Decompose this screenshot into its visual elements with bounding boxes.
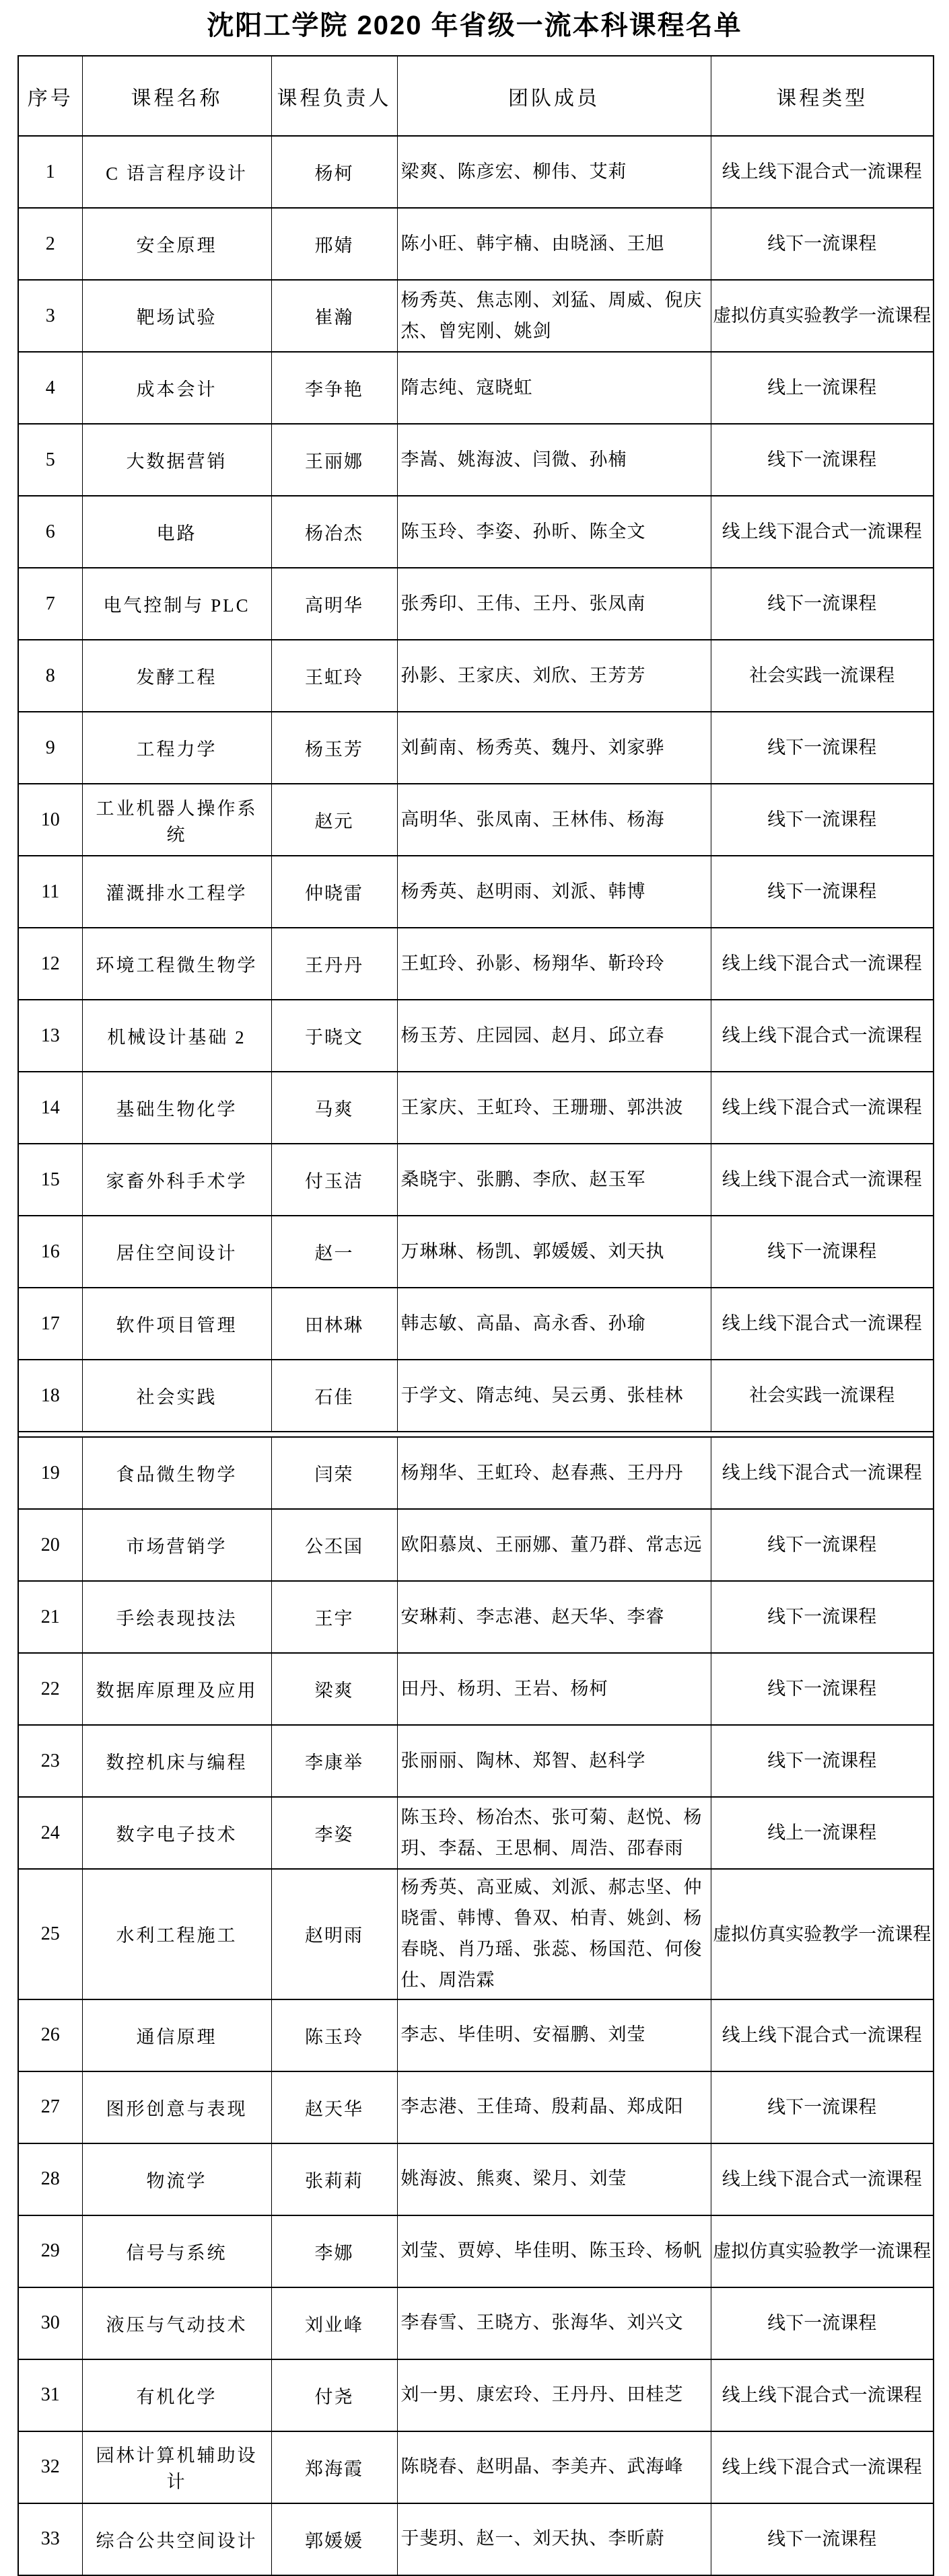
cell-course-type: 虚拟仿真实验教学一流课程 <box>711 280 934 352</box>
cell-serial-number: 8 <box>18 640 82 712</box>
cell-course-leader: 李姿 <box>271 1797 397 1869</box>
cell-team-members: 李嵩、姚海波、闫微、孙楠 <box>397 424 711 496</box>
cell-team-members: 隋志纯、寇晓虹 <box>397 352 711 424</box>
cell-serial-number: 13 <box>18 1000 82 1072</box>
table-row <box>18 1797 934 1869</box>
table-row <box>18 1581 934 1653</box>
cell-course-type: 线下一流课程 <box>711 784 934 856</box>
table-row <box>18 2071 934 2143</box>
cell-serial-number: 15 <box>18 1144 82 1216</box>
cell-course-type: 线上线下混合式一流课程 <box>711 1288 934 1360</box>
cell-team-members: 杨秀英、高亚威、刘派、郝志坚、仲晓雷、韩博、鲁双、柏青、姚剑、杨春晓、肖乃瑶、张蕊、杨国范、何俊仕、周浩霖 <box>397 1869 711 1999</box>
cell-course-leader: 田林琳 <box>271 1288 397 1360</box>
cell-serial-number: 16 <box>18 1216 82 1288</box>
table-row <box>18 1437 934 1509</box>
cell-course-type: 线下一流课程 <box>711 2071 934 2143</box>
cell-course-name: 基础生物化学 <box>82 1072 271 1144</box>
cell-serial-number: 3 <box>18 280 82 352</box>
cell-team-members: 张秀印、王伟、王丹、张凤南 <box>397 568 711 640</box>
cell-course-type: 线下一流课程 <box>711 1653 934 1725</box>
cell-course-leader: 马爽 <box>271 1072 397 1144</box>
cell-course-type: 线下一流课程 <box>711 712 934 784</box>
column-header-leader: 课程负责人 <box>271 56 397 136</box>
cell-team-members: 田丹、杨玥、王岩、杨柯 <box>397 1653 711 1725</box>
table-row <box>18 2215 934 2287</box>
cell-course-type: 线下一流课程 <box>711 1725 934 1797</box>
cell-team-members: 万琳琳、杨凯、郭媛媛、刘天执 <box>397 1216 711 1288</box>
cell-course-type: 线下一流课程 <box>711 2503 934 2575</box>
cell-team-members: 刘莹、贾婷、毕佳明、陈玉玲、杨帆 <box>397 2215 711 2287</box>
cell-team-members: 韩志敏、高晶、高永香、孙瑜 <box>397 1288 711 1360</box>
cell-serial-number: 2 <box>18 208 82 280</box>
cell-team-members: 王家庆、王虹玲、王珊珊、郭洪波 <box>397 1072 711 1144</box>
cell-serial-number: 6 <box>18 496 82 568</box>
header-row <box>18 56 934 136</box>
cell-serial-number: 23 <box>18 1725 82 1797</box>
cell-course-name: 数据库原理及应用 <box>82 1653 271 1725</box>
table-row <box>18 1869 934 1999</box>
table-row <box>18 1999 934 2071</box>
column-header-no: 序号 <box>18 56 82 136</box>
cell-team-members: 李志、毕佳明、安福鹏、刘莹 <box>397 1999 711 2071</box>
table-row <box>18 1072 934 1144</box>
cell-course-leader: 付玉洁 <box>271 1144 397 1216</box>
cell-course-leader: 王丹丹 <box>271 928 397 1000</box>
cell-course-leader: 崔瀚 <box>271 280 397 352</box>
table-row <box>18 2287 934 2359</box>
cell-team-members: 张丽丽、陶林、郑智、赵科学 <box>397 1725 711 1797</box>
cell-serial-number: 27 <box>18 2071 82 2143</box>
course-table <box>17 55 934 2576</box>
table-row <box>18 1360 934 1432</box>
table-row <box>18 280 934 352</box>
cell-course-name: 社会实践 <box>82 1360 271 1432</box>
cell-course-type: 线下一流课程 <box>711 1509 934 1581</box>
cell-team-members: 姚海波、熊爽、梁月、刘莹 <box>397 2143 711 2215</box>
table-row <box>18 1144 934 1216</box>
cell-serial-number: 5 <box>18 424 82 496</box>
cell-course-type: 线上线下混合式一流课程 <box>711 1437 934 1509</box>
cell-serial-number: 14 <box>18 1072 82 1144</box>
cell-course-leader: 李娜 <box>271 2215 397 2287</box>
cell-team-members: 杨玉芳、庄园园、赵月、邱立春 <box>397 1000 711 1072</box>
table-row <box>18 784 934 856</box>
cell-serial-number: 10 <box>18 784 82 856</box>
cell-course-leader: 王丽娜 <box>271 424 397 496</box>
cell-course-name: 园林计算机辅助设计 <box>82 2431 271 2503</box>
cell-course-leader: 陈玉玲 <box>271 1999 397 2071</box>
table-row <box>18 1288 934 1360</box>
cell-course-name: 安全原理 <box>82 208 271 280</box>
cell-course-type: 社会实践一流课程 <box>711 1360 934 1432</box>
cell-course-name: 数控机床与编程 <box>82 1725 271 1797</box>
cell-serial-number: 12 <box>18 928 82 1000</box>
cell-course-leader: 王宇 <box>271 1581 397 1653</box>
cell-course-type: 线上线下混合式一流课程 <box>711 1000 934 1072</box>
cell-course-leader: 张莉莉 <box>271 2143 397 2215</box>
cell-course-name: 家畜外科手术学 <box>82 1144 271 1216</box>
cell-course-type: 线下一流课程 <box>711 424 934 496</box>
cell-course-name: 居住空间设计 <box>82 1216 271 1288</box>
cell-course-type: 虚拟仿真实验教学一流课程 <box>711 1869 934 1999</box>
cell-serial-number: 17 <box>18 1288 82 1360</box>
cell-course-type: 线下一流课程 <box>711 568 934 640</box>
cell-team-members: 陈晓春、赵明晶、李美卉、武海峰 <box>397 2431 711 2503</box>
cell-team-members: 梁爽、陈彦宏、柳伟、艾莉 <box>397 136 711 208</box>
cell-course-type: 线下一流课程 <box>711 2287 934 2359</box>
cell-course-type: 线下一流课程 <box>711 1216 934 1288</box>
cell-course-name: 食品微生物学 <box>82 1437 271 1509</box>
cell-course-name: 液压与气动技术 <box>82 2287 271 2359</box>
cell-team-members: 高明华、张凤南、王林伟、杨海 <box>397 784 711 856</box>
cell-course-leader: 刘业峰 <box>271 2287 397 2359</box>
cell-course-leader: 高明华 <box>271 568 397 640</box>
cell-course-name: 手绘表现技法 <box>82 1581 271 1653</box>
table-row <box>18 712 934 784</box>
cell-course-type: 线下一流课程 <box>711 856 934 928</box>
cell-course-name: 通信原理 <box>82 1999 271 2071</box>
page-title: 沈阳工学院 2020 年省级一流本科课程名单 <box>207 11 742 40</box>
cell-course-name: 有机化学 <box>82 2359 271 2431</box>
cell-course-name: 电路 <box>82 496 271 568</box>
cell-serial-number: 21 <box>18 1581 82 1653</box>
table-row <box>18 928 934 1000</box>
cell-course-name: 信号与系统 <box>82 2215 271 2287</box>
cell-serial-number: 32 <box>18 2431 82 2503</box>
cell-course-leader: 赵天华 <box>271 2071 397 2143</box>
cell-course-leader: 邢婧 <box>271 208 397 280</box>
table-row <box>18 1653 934 1725</box>
cell-course-leader: 于晓文 <box>271 1000 397 1072</box>
cell-serial-number: 31 <box>18 2359 82 2431</box>
cell-serial-number: 18 <box>18 1360 82 1432</box>
cell-course-type: 线上线下混合式一流课程 <box>711 2431 934 2503</box>
cell-serial-number: 28 <box>18 2143 82 2215</box>
cell-team-members: 李春雪、王晓方、张海华、刘兴文 <box>397 2287 711 2359</box>
cell-course-leader: 郭媛媛 <box>271 2503 397 2575</box>
table-row <box>18 640 934 712</box>
table-row <box>18 208 934 280</box>
cell-team-members: 杨秀英、焦志刚、刘猛、周威、倪庆杰、曾宪刚、姚剑 <box>397 280 711 352</box>
cell-team-members: 杨翔华、王虹玲、赵春燕、王丹丹 <box>397 1437 711 1509</box>
cell-serial-number: 22 <box>18 1653 82 1725</box>
cell-serial-number: 4 <box>18 352 82 424</box>
column-header-type: 课程类型 <box>711 56 934 136</box>
cell-serial-number: 7 <box>18 568 82 640</box>
cell-serial-number: 11 <box>18 856 82 928</box>
cell-course-leader: 郑海霞 <box>271 2431 397 2503</box>
cell-team-members: 陈玉玲、李姿、孙昕、陈全文 <box>397 496 711 568</box>
cell-course-leader: 李康举 <box>271 1725 397 1797</box>
cell-team-members: 王虹玲、孙影、杨翔华、靳玲玲 <box>397 928 711 1000</box>
cell-course-leader: 赵明雨 <box>271 1869 397 1999</box>
table-row <box>18 1216 934 1288</box>
cell-course-leader: 杨冶杰 <box>271 496 397 568</box>
cell-team-members: 李志港、王佳琦、殷莉晶、郑成阳 <box>397 2071 711 2143</box>
cell-serial-number: 26 <box>18 1999 82 2071</box>
cell-course-name: 机械设计基础 2 <box>82 1000 271 1072</box>
cell-serial-number: 25 <box>18 1869 82 1999</box>
cell-course-type: 线上线下混合式一流课程 <box>711 2143 934 2215</box>
cell-serial-number: 24 <box>18 1797 82 1869</box>
table-row <box>18 1000 934 1072</box>
cell-course-name: 成本会计 <box>82 352 271 424</box>
table-row <box>18 1725 934 1797</box>
table-row <box>18 496 934 568</box>
cell-team-members: 刘一男、康宏玲、王丹丹、田桂芝 <box>397 2359 711 2431</box>
table-row <box>18 2503 934 2575</box>
table-row <box>18 856 934 928</box>
cell-serial-number: 33 <box>18 2503 82 2575</box>
table-row <box>18 136 934 208</box>
cell-course-type: 线上线下混合式一流课程 <box>711 1072 934 1144</box>
cell-course-leader: 杨柯 <box>271 136 397 208</box>
cell-course-leader: 仲晓雷 <box>271 856 397 928</box>
cell-course-name: 发酵工程 <box>82 640 271 712</box>
cell-course-type: 虚拟仿真实验教学一流课程 <box>711 2215 934 2287</box>
cell-course-type: 线上线下混合式一流课程 <box>711 496 934 568</box>
cell-course-name: 工程力学 <box>82 712 271 784</box>
cell-team-members: 陈小旺、韩宇楠、由晓涵、王旭 <box>397 208 711 280</box>
cell-course-type: 线上线下混合式一流课程 <box>711 928 934 1000</box>
cell-course-leader: 李争艳 <box>271 352 397 424</box>
cell-course-leader: 付尧 <box>271 2359 397 2431</box>
cell-team-members: 安琳莉、李志港、赵天华、李睿 <box>397 1581 711 1653</box>
cell-serial-number: 29 <box>18 2215 82 2287</box>
cell-serial-number: 20 <box>18 1509 82 1581</box>
cell-course-type: 线上一流课程 <box>711 352 934 424</box>
cell-course-name: 工业机器人操作系统 <box>82 784 271 856</box>
table-row <box>18 1509 934 1581</box>
cell-team-members: 于学文、隋志纯、吴云勇、张桂林 <box>397 1360 711 1432</box>
cell-course-leader: 杨玉芳 <box>271 712 397 784</box>
cell-course-name: 电气控制与 PLC <box>82 568 271 640</box>
cell-course-leader: 赵一 <box>271 1216 397 1288</box>
cell-serial-number: 1 <box>18 136 82 208</box>
cell-course-name: 市场营销学 <box>82 1509 271 1581</box>
cell-team-members: 陈玉玲、杨冶杰、张可菊、赵悦、杨玥、李磊、王思桐、周浩、邵春雨 <box>397 1797 711 1869</box>
cell-team-members: 孙影、王家庆、刘欣、王芳芳 <box>397 640 711 712</box>
cell-course-name: 综合公共空间设计 <box>82 2503 271 2575</box>
cell-team-members: 桑晓宇、张鹏、李欣、赵玉军 <box>397 1144 711 1216</box>
cell-course-name: 灌溉排水工程学 <box>82 856 271 928</box>
cell-course-type: 社会实践一流课程 <box>711 640 934 712</box>
table-row <box>18 2143 934 2215</box>
cell-course-name: 水利工程施工 <box>82 1869 271 1999</box>
cell-course-name: 靶场试验 <box>82 280 271 352</box>
cell-serial-number: 30 <box>18 2287 82 2359</box>
cell-team-members: 于斐玥、赵一、刘天执、李昕蔚 <box>397 2503 711 2575</box>
cell-course-leader: 赵元 <box>271 784 397 856</box>
cell-course-type: 线上一流课程 <box>711 1797 934 1869</box>
cell-course-name: C 语言程序设计 <box>82 136 271 208</box>
cell-course-leader: 公丕国 <box>271 1509 397 1581</box>
column-header-team: 团队成员 <box>397 56 711 136</box>
cell-course-leader: 石佳 <box>271 1360 397 1432</box>
cell-team-members: 杨秀英、赵明雨、刘派、韩博 <box>397 856 711 928</box>
cell-serial-number: 9 <box>18 712 82 784</box>
cell-course-name: 软件项目管理 <box>82 1288 271 1360</box>
page-break-gap <box>18 1432 934 1437</box>
cell-course-type: 线上线下混合式一流课程 <box>711 136 934 208</box>
column-header-course: 课程名称 <box>82 56 271 136</box>
cell-course-leader: 梁爽 <box>271 1653 397 1725</box>
cell-course-name: 环境工程微生物学 <box>82 928 271 1000</box>
table-row <box>18 2359 934 2431</box>
cell-course-name: 物流学 <box>82 2143 271 2215</box>
cell-course-leader: 王虹玲 <box>271 640 397 712</box>
cell-course-leader: 闫荣 <box>271 1437 397 1509</box>
table-row <box>18 424 934 496</box>
cell-course-name: 数字电子技术 <box>82 1797 271 1869</box>
cell-team-members: 刘蓟南、杨秀英、魏丹、刘家骅 <box>397 712 711 784</box>
cell-course-name: 大数据营销 <box>82 424 271 496</box>
cell-course-type: 线上线下混合式一流课程 <box>711 1999 934 2071</box>
cell-team-members: 欧阳慕岚、王丽娜、董乃群、常志远 <box>397 1509 711 1581</box>
cell-course-type: 线下一流课程 <box>711 1581 934 1653</box>
cell-course-type: 线上线下混合式一流课程 <box>711 1144 934 1216</box>
table-row <box>18 2431 934 2503</box>
cell-course-type: 线上线下混合式一流课程 <box>711 2359 934 2431</box>
table-row <box>18 352 934 424</box>
cell-course-name: 图形创意与表现 <box>82 2071 271 2143</box>
cell-serial-number: 19 <box>18 1437 82 1509</box>
cell-course-type: 线下一流课程 <box>711 208 934 280</box>
table-row <box>18 568 934 640</box>
